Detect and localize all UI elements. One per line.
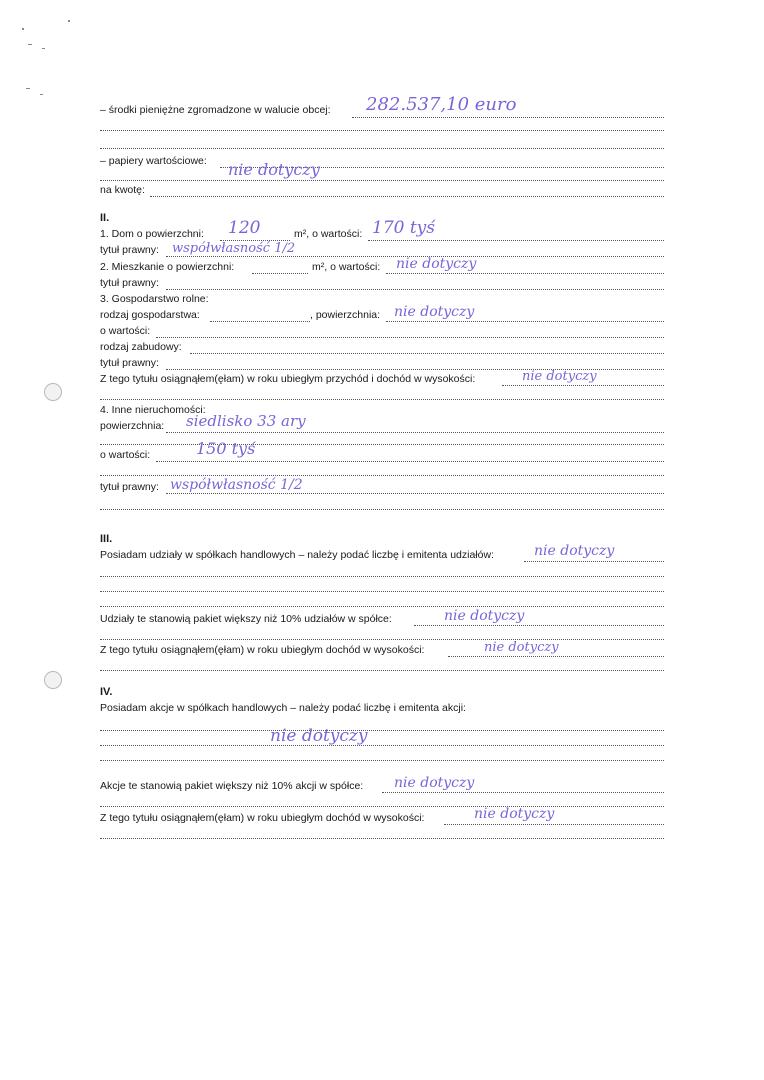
blank-line: [100, 639, 664, 640]
stocks-value: nie dotyczy: [270, 726, 368, 746]
scan-speck: [42, 48, 45, 49]
farm-income-label: Z tego tytułu osiągnąłem(ęłam) w roku ubiegłym przychód i dochód w wysokości:: [100, 373, 476, 385]
blank-line: [100, 148, 664, 149]
other-legal-title-dots: [166, 493, 664, 494]
farm-area-label: , powierzchnia:: [310, 309, 381, 321]
foreign-currency-dots: [352, 117, 664, 118]
securities-label: – papiery wartościowe:: [100, 155, 207, 167]
securities-value: nie dotyczy: [228, 160, 320, 179]
flat-value: nie dotyczy: [396, 256, 477, 272]
farm-type-label: rodzaj gospodarstwa:: [100, 309, 200, 321]
scan-speck: [22, 28, 24, 30]
shares-income-label: Z tego tytułu osiągnąłem(ęłam) w roku ubiegłym dochód w wysokości:: [100, 644, 425, 656]
blank-line: [100, 444, 664, 445]
amount-label: na kwotę:: [100, 184, 145, 196]
punch-hole-bottom: [44, 671, 62, 689]
shares-value: nie dotyczy: [534, 543, 615, 559]
farm-buildings-label: rodzaj zabudowy:: [100, 341, 182, 353]
scan-speck: [68, 20, 70, 22]
stocks-income-dots: [444, 824, 664, 825]
flat-value-dots: [386, 273, 664, 274]
blank-line: [100, 838, 664, 839]
section-II-heading: II.: [100, 212, 110, 224]
stocks-package-value: nie dotyczy: [394, 775, 475, 791]
farm-legal-title-label: tytuł prawny:: [100, 357, 159, 369]
shares-income-value: nie dotyczy: [484, 640, 559, 655]
blank-line: [100, 670, 664, 671]
other-worth-label: o wartości:: [100, 449, 151, 461]
blank-line: [100, 180, 664, 181]
other-worth-dots: [156, 461, 664, 462]
stocks-income-value: nie dotyczy: [474, 806, 555, 822]
foreign-currency-value: 282.537,10 euro: [366, 94, 517, 115]
section-III-heading: III.: [100, 533, 113, 545]
house-unit-label: m², o wartości:: [294, 228, 363, 240]
flat-legal-title-dots: [166, 289, 664, 290]
other-area-label: powierzchnia:: [100, 420, 165, 432]
shares-package-dots: [414, 625, 664, 626]
blank-line: [100, 576, 664, 577]
blank-line: [100, 509, 664, 510]
blank-line: [100, 399, 664, 400]
shares-package-value: nie dotyczy: [444, 608, 525, 624]
farm-income-dots: [502, 385, 664, 386]
scan-speck: [26, 88, 30, 89]
other-area-dots: [166, 432, 664, 433]
stocks-package-dots: [382, 792, 664, 793]
blank-line: [100, 591, 664, 592]
blank-line: [100, 806, 664, 807]
punch-hole-top: [44, 383, 62, 401]
blank-line: [100, 130, 664, 131]
blank-line: [100, 606, 664, 607]
house-value-dots: [368, 240, 664, 241]
blank-line: [100, 760, 664, 761]
farm-worth-label: o wartości:: [100, 325, 151, 337]
stocks-income-label: Z tego tytułu osiągnąłem(ęłam) w roku ubiegłym dochód w wysokości:: [100, 812, 425, 824]
blank-line: [100, 730, 664, 731]
stocks-label: Posiadam akcje w spółkach handlowych – należy podać liczbę i emitenta akcji:: [100, 702, 466, 714]
farm-buildings-dots: [190, 353, 664, 354]
farm-type-dots: [210, 321, 310, 322]
foreign-currency-label: – środki pieniężne zgromadzone w walucie obcej:: [100, 104, 331, 116]
shares-dots: [524, 561, 664, 562]
house-label: 1. Dom o powierzchni:: [100, 228, 204, 240]
amount-dots: [150, 196, 664, 197]
farm-label: 3. Gospodarstwo rolne:: [100, 293, 209, 305]
section-IV-heading: IV.: [100, 686, 113, 698]
flat-area-dots: [252, 273, 308, 274]
shares-income-dots: [448, 656, 664, 657]
house-legal-title-value: współwłasność 1/2: [172, 241, 296, 256]
farm-income-value: nie dotyczy: [522, 369, 597, 384]
farm-worth-dots: [156, 337, 664, 338]
scan-speck: [28, 44, 32, 45]
other-worth-value: 150 tyś: [196, 439, 256, 458]
flat-unit-label: m², o wartości:: [312, 261, 381, 273]
other-legal-title-value: współwłasność 1/2: [170, 477, 303, 493]
shares-package-label: Udziały te stanowią pakiet większy niż 10% udziałów w spółce:: [100, 613, 392, 625]
other-area-value: siedlisko 33 ary: [186, 412, 306, 430]
house-legal-title-label: tytuł prawny:: [100, 244, 159, 256]
stocks-package-label: Akcje te stanowią pakiet większy niż 10% akcji w spółce:: [100, 780, 364, 792]
flat-label: 2. Mieszkanie o powierzchni:: [100, 261, 235, 273]
blank-line: [100, 745, 664, 746]
house-value: 170 tyś: [372, 218, 436, 238]
scan-speck: [40, 94, 43, 95]
other-property-label: 4. Inne nieruchomości:: [100, 404, 206, 416]
blank-line: [100, 475, 664, 476]
flat-legal-title-label: tytuł prawny:: [100, 277, 159, 289]
farm-area-dots: [386, 321, 664, 322]
other-legal-title-label: tytuł prawny:: [100, 481, 159, 493]
shares-label: Posiadam udziały w spółkach handlowych – należy podać liczbę i emitenta udziałów:: [100, 549, 494, 561]
farm-value: nie dotyczy: [394, 304, 475, 320]
house-area-value: 120: [228, 218, 261, 238]
